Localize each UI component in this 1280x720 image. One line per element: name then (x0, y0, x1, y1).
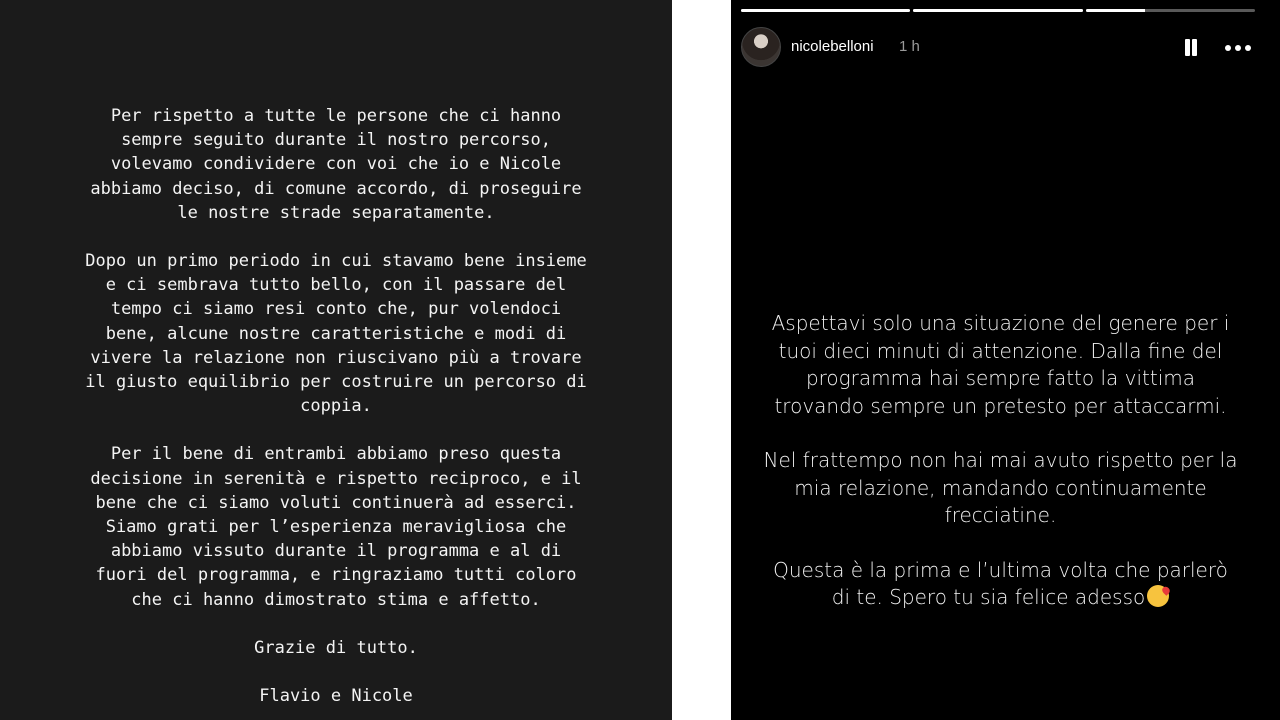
more-dot (1225, 45, 1231, 51)
avatar[interactable] (741, 27, 781, 67)
more-dot (1235, 45, 1241, 51)
left-story-paragraph-1: Per rispetto a tutte le persone che ci hanno sempre seguito durante il nostro percorso, volevamo condividere con voi che io e Nicole abbiamo deciso, di comune accordo, di proseguire le nostre strade separatamente. (90, 106, 582, 223)
right-story-paragraph-2: Nel frattempo non hai mai avuto rispetto per la mia relazione, mandando continuamente frecciatine. (763, 448, 1238, 527)
story-progress-segment (741, 9, 910, 12)
story-progress-fill (741, 9, 910, 12)
story-progress-fill (1086, 9, 1145, 12)
kiss-emoji-icon (1147, 585, 1169, 607)
right-story-paragraph-3 (761, 557, 1240, 612)
right-story-text (761, 310, 1240, 639)
pause-icon[interactable] (1183, 39, 1199, 57)
story-username[interactable]: nicolebelloni (791, 38, 874, 55)
left-story-paragraph-3: Per il bene di entrambi abbiamo preso questa decisione in serenità e rispetto reciproco, e il bene che ci siamo voluti continuerà ad esserci. Siamo grati per l’esperienza meravigliosa che abbiamo vissuto durante il programma e al di fuori del programma, e ringraziamo tutti coloro che ci hanno dimostrato stima e affetto. (90, 444, 582, 610)
left-story-signature: Flavio e Nicole (259, 686, 413, 707)
story-progress-fill (913, 9, 1082, 12)
left-story-paragraph-2: Dopo un primo periodo in cui stavamo bene insieme e ci sembrava tutto bello, con il passare del tempo ci siamo resi conto che, pur volendoci bene, alcune nostre caratteristiche e modi di vivere la relazione non riuscivano più a trovare il giusto equilibrio per costruire un percorso di coppia. (85, 251, 587, 417)
more-options-icon[interactable] (1225, 45, 1253, 51)
story-progress-segment (1086, 9, 1255, 12)
story-timestamp: 1 h (899, 38, 920, 55)
right-story-panel[interactable] (731, 0, 1280, 720)
story-header (741, 27, 1261, 67)
story-progress-segment (913, 9, 1082, 12)
right-story-paragraph-1: Aspettavi solo una situazione del genere per i tuoi dieci minuti di attenzione. Dalla fine del programma hai sempre fatto la vittima trovando sempre un pretesto per attaccarmi. (771, 311, 1230, 418)
left-story-text (30, 104, 642, 720)
left-story-thanks: Grazie di tutto. (254, 637, 418, 658)
right-story-paragraph-3-text: Questa è la prima e l’ultima volta che parlerò di te. Spero tu sia felice adesso (773, 557, 1228, 609)
more-dot (1245, 45, 1251, 51)
story-progress-bar (741, 9, 1255, 12)
